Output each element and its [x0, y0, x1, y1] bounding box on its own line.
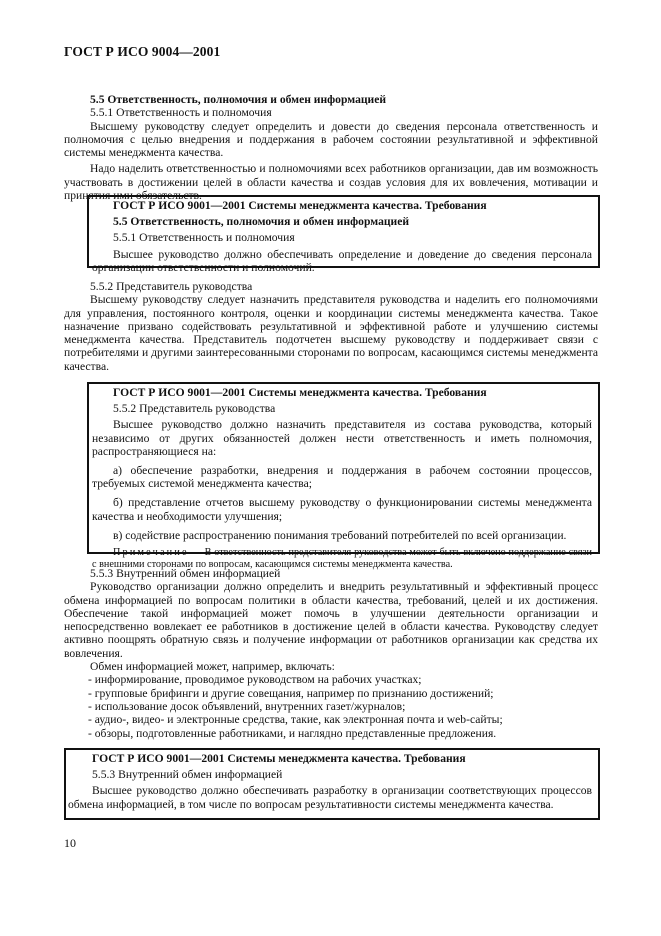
- paragraph: Руководство организации должно определить и внедрить результативный и эффективный процесс обмена информацией по вопросам политики в области качества, требований, целей и их достижения. Обеспечение такой информацией может помочь в улучшении деятельности организации и непосредственно вовлекает ее работников в достижение целей в области качества. Руководству следует активно поощрять обратную связь и получение информации от работников организации как средства их вовлечения.: [64, 580, 598, 660]
- box-reference-title: ГОСТ Р ИСО 9001—2001 Системы менеджмента качества. Требования: [92, 752, 466, 765]
- page-number: 10: [64, 836, 76, 850]
- list-item: - групповые брифинги и другие совещания, например по признанию достижений;: [88, 686, 494, 700]
- box-subsection-title: 5.5.1 Ответственность и полномочия: [113, 231, 295, 245]
- box-section-title: 5.5 Ответственность, полномочия и обмен информацией: [113, 215, 410, 229]
- list-intro: Обмен информацией может, например, включать:: [90, 660, 335, 674]
- box-text: Высшее руководство должно обеспечивать определение и доведение до сведения персонала организации ответственности и полномочий.: [92, 247, 592, 274]
- requirement-box-5-5-3: [64, 748, 600, 820]
- box-subsection-title: 5.5.2 Представитель руководства: [113, 402, 276, 416]
- box-subsection-title: 5.5.3 Внутренний обмен информацией: [92, 768, 283, 782]
- box-reference-title: ГОСТ Р ИСО 9001—2001 Системы менеджмента качества. Требования: [113, 199, 487, 212]
- list-item: - обзоры, подготовленные работниками, и наглядно представленные предложения.: [88, 726, 497, 740]
- box-text: Высшее руководство должно назначить представителя из состава руководства, который независимо от других обязанностей должен нести ответственность и иметь полномочия, распространяющиеся на:: [92, 418, 592, 458]
- note-label: Примечание: [113, 547, 189, 559]
- subsection-title: 5.5.1 Ответственность и полномочия: [90, 106, 272, 120]
- subsection-title: 5.5.3 Внутренний обмен информацией: [90, 567, 281, 580]
- list-item: - использование досок объявлений, внутренних газет/журналов;: [88, 699, 406, 713]
- paragraph: Надо наделить ответственностью и полномочиями всех работников организации, дав им возможность участвовать в достижении целей в области качества и создав условия для их вовлечения, мотивации и принятия ими обязательств.: [64, 162, 598, 203]
- section-5-5-3-text: [64, 567, 598, 740]
- subsection-title: 5.5.2 Представитель руководства: [90, 280, 253, 293]
- box-list-item: в) содействие распространению понимания требований потребителей по всей организации.: [113, 528, 567, 542]
- section-title: 5.5 Ответственность, полномочия и обмен информацией: [90, 93, 387, 106]
- paragraph: Высшему руководству следует назначить представителя руководства и наделить его полномочиями для управления, постоянного контроля, оценки и координации системы менеджмента качества. Такое назначение призвано содействовать результативной и эффективной работе и улучшению системы менеджмента качества. Представитель подотчетен высшему руководству и поддерживает связи с потребителями и другими заинтересованными сторонами по вопросам, касающимся системы менеджмента качества.: [64, 293, 598, 373]
- section-5-5-1-text: [64, 93, 598, 202]
- note-text: — В ответственность представителя руководства может быть включено поддержание связи с внешними сторонами по вопросам, касающимся системы менеджмента качества.: [92, 547, 592, 571]
- box-list-item: а) обеспечение разработки, внедрения и поддержания в рабочем состоянии процессов, требуемых системой менеджмента качества;: [92, 464, 592, 491]
- document-header: ГОСТ Р ИСО 9004—2001: [64, 44, 221, 59]
- list-item: - аудио-, видео- и электронные средства, такие, как электронная почта и web-сайты;: [88, 713, 503, 727]
- section-5-5-2-text: [64, 280, 598, 373]
- box-text: Высшее руководство должно обеспечивать разработку в организации соответствующих процессов обмена информацией, в том числе по вопросам результативности системы менеджмента качества.: [68, 784, 592, 811]
- list-item: - информирование, проводимое руководством на рабочих участках;: [88, 673, 422, 687]
- requirement-box-5-5-1: [87, 195, 600, 274]
- requirement-box-5-5-2: [87, 382, 600, 571]
- paragraph: Высшему руководству следует определить и довести до сведения персонала ответственность и полномочия с целью внедрения и поддержания в рабочем состоянии результативной и эффективной системы менеджмента качества.: [64, 119, 598, 160]
- box-reference-title: ГОСТ Р ИСО 9001—2001 Системы менеджмента качества. Требования: [113, 386, 487, 399]
- box-list-item: б) представление отчетов высшему руководству о функционировании системы менеджмента качества и необходимости улучшения;: [92, 496, 592, 523]
